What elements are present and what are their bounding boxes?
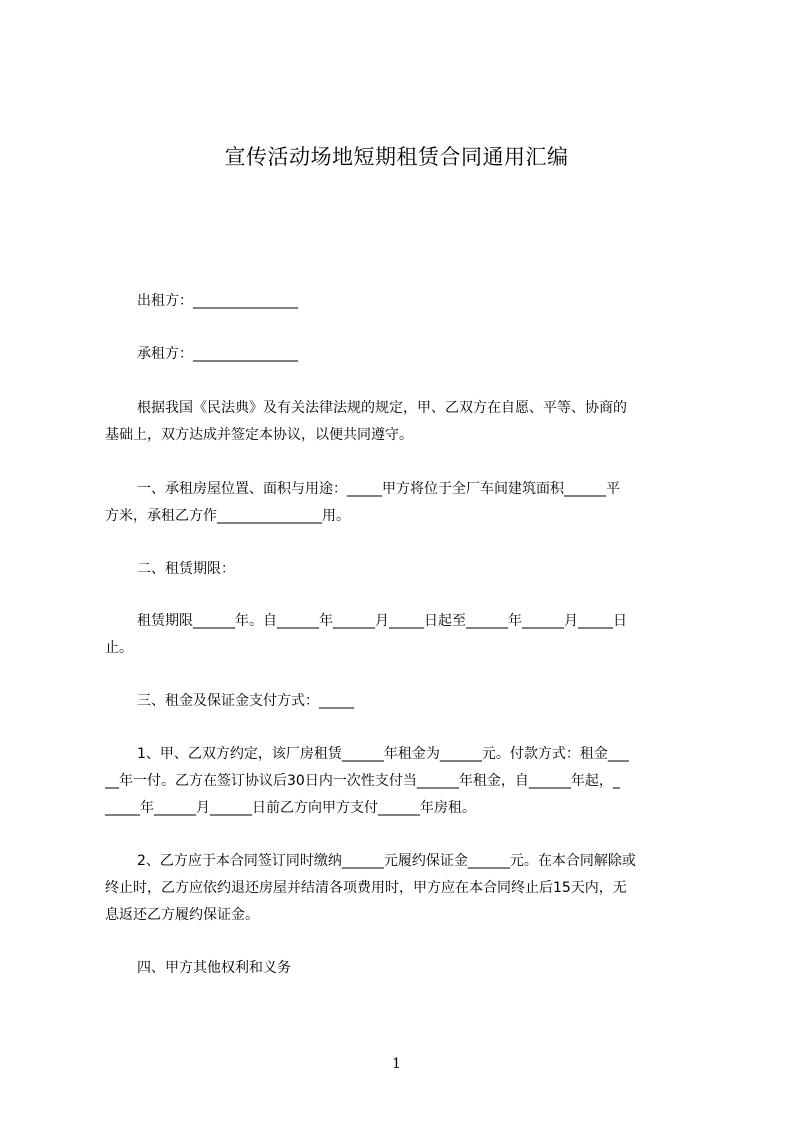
section-3-para-1-line-1: 1、甲、乙双方约定，该厂房租赁______年租金为______元。付款方式：租金___ [137,746,629,762]
lessor-line: 出租方：_______________ [137,293,298,309]
section-3-para-2-line-2: 终止时，乙方应依约退还房屋并结清各项费用时，甲方应在本合同终止后15天内，无 [105,880,627,896]
section-4-heading: 四、甲方其他权利和义务 [137,960,291,976]
section-3-para-1-line-3: _____年______月______日前乙方向甲方支付______年房租。 [105,800,476,816]
intro-line-1: 根据我国《民法典》及有关法律法规的规定，甲、乙双方在自愿、平等、协商的 [137,400,627,416]
document-title: 宣传活动场地短期租赁合同通用汇编 [224,145,569,169]
section-2-line-2: 止。 [105,640,133,656]
lessee-line: 承租方：_______________ [137,346,298,362]
section-3-heading: 三、租金及保证金支付方式：_____ [137,693,354,709]
intro-line-2: 基础上，双方达成并签定本协议，以便共同遵守。 [105,427,413,443]
section-3-para-1-line-2: __年一付。乙方在签订协议后30日内一次性支付当______年租金，自______年起，_ [105,773,620,789]
section-2-line-1: 租赁期限______年。自______年______月_____日起至______年______月_____日 [137,613,627,629]
page-number: 1 [392,1056,401,1072]
section-3-para-2-line-3: 息返还乙方履约保证金。 [105,907,259,923]
section-3-para-2-line-1: 2、乙方应于本合同签订同时缴纳______元履约保证金______元。在本合同解除或 [137,853,636,869]
section-1-line-1: 一、承租房屋位置、面积与用途：_____甲方将位于全厂车间建筑面积______平 [137,481,620,497]
section-1-line-2: 方米，承租乙方作_______________用。 [105,508,350,524]
section-2-heading: 二、租赁期限： [137,561,235,577]
